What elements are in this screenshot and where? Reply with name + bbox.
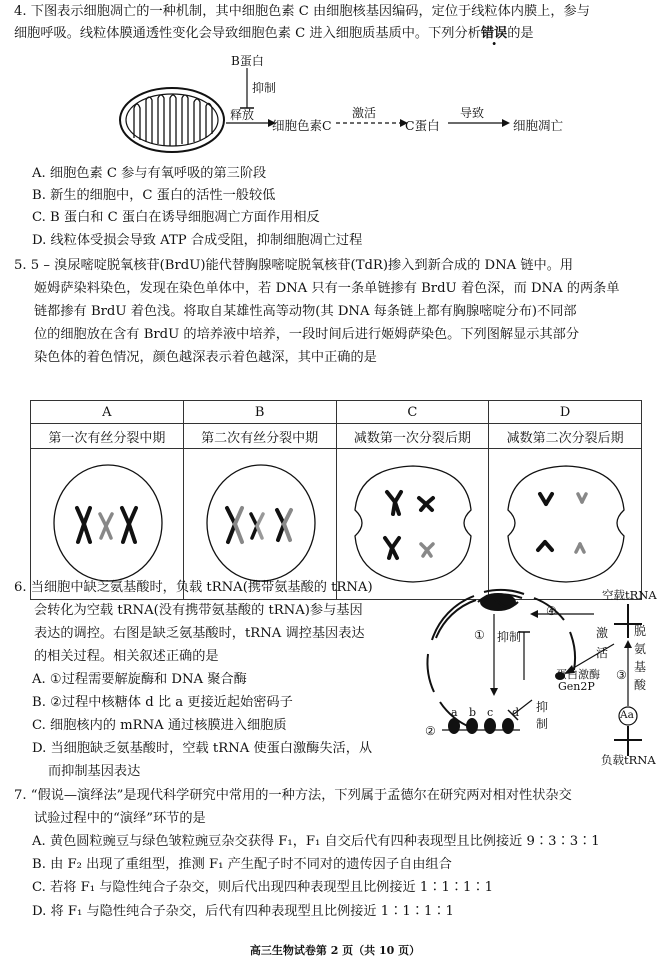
- q4-stem-line1: 4. 下图表示细胞凋亡的一种机制，其中细胞色素 C 由细胞核基因编码，定位于线粒体内膜上，参与: [14, 4, 590, 19]
- q5-stem-line5: 染色体的着色情况，颜色越深表示着色越深，其中正确的是: [34, 350, 377, 365]
- cell-a-image: [31, 449, 184, 600]
- deamino-4-label: 酸: [634, 678, 647, 692]
- cyt-c-label: 细胞色素C: [272, 118, 332, 133]
- q4-stem-line2: 细胞呼吸。线粒体膜通透性变化会导致细胞色素 C 进入细胞质基质中。下列分析错误的是: [14, 26, 534, 41]
- col-c-header: C: [336, 401, 489, 424]
- aa-label: Aa: [620, 709, 634, 721]
- col-b-header: B: [183, 401, 336, 424]
- q6-stem-line4: 的相关过程。相关叙述正确的是: [34, 649, 219, 664]
- circle-4-label: ④: [546, 604, 557, 618]
- cell-c-image: [336, 449, 489, 600]
- q7-option-d: D. 将 F₁ 与隐性纯合子杂交，后代有四种表现型且比例接近 1∶1∶1∶1: [32, 904, 454, 919]
- ribosome-icon: [448, 718, 514, 734]
- q5-stem-line1: 5. 5 – 溴尿嘧啶脱氧核苷(BrdU)能代替胸腺嘧啶脱氧核苷(TdR)掺入到新合成的 DNA 链中。用: [14, 258, 574, 273]
- stage-c: 减数第一次分裂后期: [336, 424, 489, 449]
- q4-emphasis: 错误: [480, 26, 508, 41]
- q5-stem-line3: 链都掺有 BrdU 着色浅。将取自某雄性高等动物(其 DNA 每条链上都有胸腺嘧啶分布)不同部: [34, 304, 577, 319]
- q5-stem-line4: 位的细胞放在含有 BrdU 的培养液中培养，一段时间后进行姬姆萨染色。下列图解显示其部分: [34, 327, 580, 342]
- q7-option-c: C. 若将 F₁ 与隐性纯合子杂交，则后代出现四种表现型且比例接近 1∶1∶1∶1: [32, 880, 494, 895]
- q7-stem-line2: 试验过程中的“演绎”环节的是: [34, 811, 206, 826]
- q6-option-a: A. ①过程需要解旋酶和 DNA 聚合酶: [32, 672, 247, 687]
- release-label: 释放: [230, 108, 255, 122]
- ribosome-a-label: a: [451, 706, 458, 719]
- circle-3-label: ③: [616, 668, 627, 682]
- q6-stem-line1: 6. 当细胞中缺乏氨基酸时，负载 tRNA(携带氨基酸的 tRNA): [14, 580, 373, 595]
- q4-option-b: B. 新生的细胞中，C 蛋白的活性一般较低: [32, 188, 276, 203]
- loaded-trna-label: 负载tRNA: [601, 753, 656, 767]
- page-footer: 高三生物试卷第 2 页（共 10 页）: [249, 944, 421, 957]
- b-protein-label: B蛋白: [231, 54, 264, 68]
- q7-option-b: B. 由 F₂ 出现了重组型，推测 F₁ 产生配子时不同对的遗传因子自由组合: [32, 857, 452, 872]
- c-protein-label: C蛋白: [405, 118, 440, 133]
- q5-stem-line2: 姬姆萨染料染色，发现在染色单体中，若 DNA 只有一条单链掺有 BrdU 着色深，而 DNA 的两条单: [34, 281, 620, 296]
- q6-option-d-continued: 而抑制基因表达: [48, 764, 141, 779]
- q7-stem-line1: 7. “假说—演绎法”是现代科学研究中常用的一种方法，下列属于孟德尔在研究两对相对性状杂交: [14, 788, 572, 803]
- cell-b-icon: [185, 450, 335, 595]
- ribosome-c-label: c: [487, 706, 494, 719]
- inhibit-1-label: 抑制: [497, 630, 522, 644]
- q6-option-b: B. ②过程中核糖体 d 比 a 更接近起始密码子: [32, 695, 293, 710]
- q7-option-a: A. 黄色圆粒豌豆与绿色皱粒豌豆杂交获得 F₁，F₁ 自交后代有四种表现型且比例接近 9∶3∶3∶1: [32, 834, 600, 849]
- q5-options-table: [30, 400, 642, 600]
- activate-2-label: 活: [596, 646, 609, 660]
- q4-option-c: C. B 蛋白和 C 蛋白在诱导细胞凋亡方面作用相反: [32, 210, 320, 225]
- col-a-header: A: [31, 401, 184, 424]
- circle-1-label: ①: [474, 628, 485, 642]
- inhibit-3-label: 制: [536, 717, 549, 731]
- lead-label: 导致: [460, 106, 485, 120]
- col-d-header: D: [489, 401, 642, 424]
- cell-b-image: [183, 449, 336, 600]
- gen2p-label: Gen2P: [558, 680, 595, 693]
- circle-2-label: ②: [425, 724, 436, 738]
- cell-d-icon: [490, 450, 640, 595]
- ribosome-b-label: b: [469, 706, 477, 719]
- cell-c-icon: [337, 450, 487, 595]
- cell-a-icon: [32, 450, 182, 595]
- q6-option-d: D. 当细胞缺乏氨基酸时，空载 tRNA 使蛋白激酶失活，从: [32, 741, 373, 756]
- stage-d: 减数第二次分裂后期: [489, 424, 642, 449]
- q4-option-a: A. 细胞色素 C 参与有氧呼吸的第三阶段: [32, 166, 267, 181]
- stage-b: 第二次有丝分裂中期: [183, 424, 336, 449]
- stage-a: 第一次有丝分裂中期: [31, 424, 184, 449]
- cell-d-image: [489, 449, 642, 600]
- q4-apoptosis-diagram: [0, 48, 670, 158]
- q6-stem-line3: 表达的调控。右图是缺乏氨基酸时，tRNA 调控基因表达: [34, 626, 365, 641]
- kinase-label: 蛋白激酶: [556, 668, 600, 681]
- empty-trna-label: 空载tRNA: [602, 588, 657, 602]
- apoptosis-label: 细胞凋亡: [513, 118, 564, 133]
- ribosome-d-label: d: [512, 706, 520, 719]
- deamino-3-label: 基: [634, 660, 647, 674]
- mitochondrion-icon: [120, 88, 224, 152]
- q6-stem-line2: 会转化为空载 tRNA(没有携带氨基酸的 tRNA)参与基因: [34, 603, 363, 618]
- deamino-2-label: 氨: [634, 642, 647, 656]
- q4-option-d: D. 线粒体受损会导致 ATP 合成受阻，抑制细胞凋亡过程: [32, 233, 363, 248]
- q6-option-c: C. 细胞核内的 mRNA 通过核膜进入细胞质: [32, 718, 287, 733]
- inhibit-2-label: 抑: [536, 700, 549, 714]
- activate-1-label: 激: [596, 626, 609, 640]
- activate-label: 激活: [352, 106, 377, 120]
- deamino-1-label: 脱: [634, 624, 647, 638]
- inhibit-label: 抑制: [252, 81, 277, 95]
